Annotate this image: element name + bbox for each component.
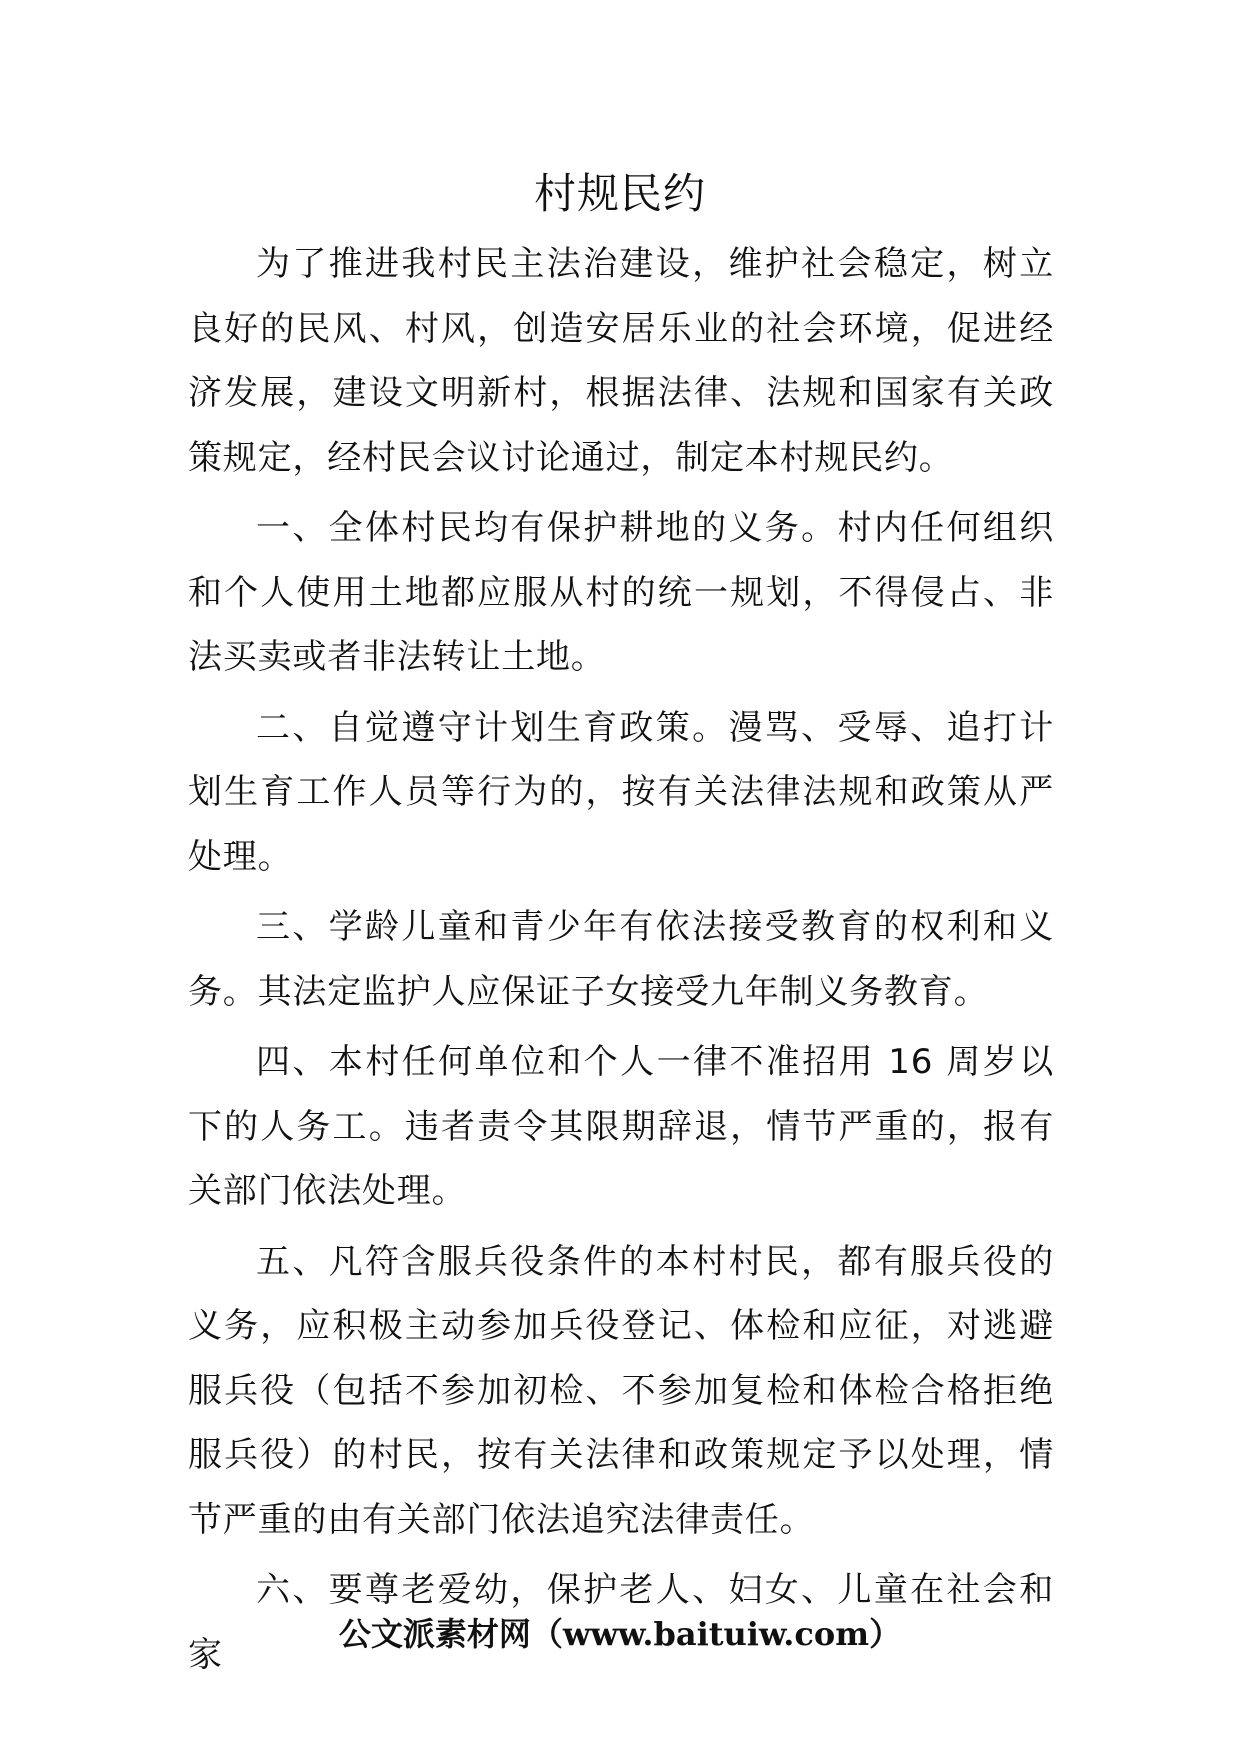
document-body	[188, 232, 1054, 1693]
paragraph-intro: 为了推进我村民主法治建设，维护社会稳定，树立良好的民风、村风，创造安居乐业的社会环境，促进经济发展，建设文明新村，根据法律、法规和国家有关政策规定，经村民会议讨论通过，制定本村规民约。	[188, 244, 1054, 478]
paragraph-article-3: 三、学龄儿童和青少年有依法接受教育的权利和义务。其法定监护人应保证子女接受九年制义务教育。	[188, 907, 1054, 1012]
paragraph-article-2: 二、自觉遵守计划生育政策。漫骂、受辱、追打计划生育工作人员等行为的，按有关法律法规和政策从严处理。	[188, 707, 1054, 877]
paragraph-article-6: 六、要尊老爱幼，保护老人、妇女、儿童在社会和家	[188, 1570, 1054, 1675]
paragraph-article-5: 五、凡符含服兵役条件的本村村民，都有服兵役的义务，应积极主动参加兵役登记、体检和应征，对逃避服兵役（包括不参加初检、不参加复检和体检合格拒绝服兵役）的村民，按有关法律和政策规定予以处理，情节严重的由有关部门依法追究法律责任。	[188, 1241, 1054, 1540]
footer-watermark-text: 公文派素材网（www.baituiw.com）	[338, 1615, 902, 1653]
paragraph-article-4: 四、本村任何单位和个人一律不准招用 16 周岁以下的人务工。违者责令其限期辞退，情节严重的，报有关部门依法处理。	[188, 1042, 1054, 1211]
document-title: 村规民约	[533, 169, 706, 218]
paragraph-article-1: 一、全体村民均有保护耕地的义务。村内任何组织和个人使用土地都应服从村的统一规划，不得侵占、非法买卖或者非法转让土地。	[188, 508, 1054, 677]
